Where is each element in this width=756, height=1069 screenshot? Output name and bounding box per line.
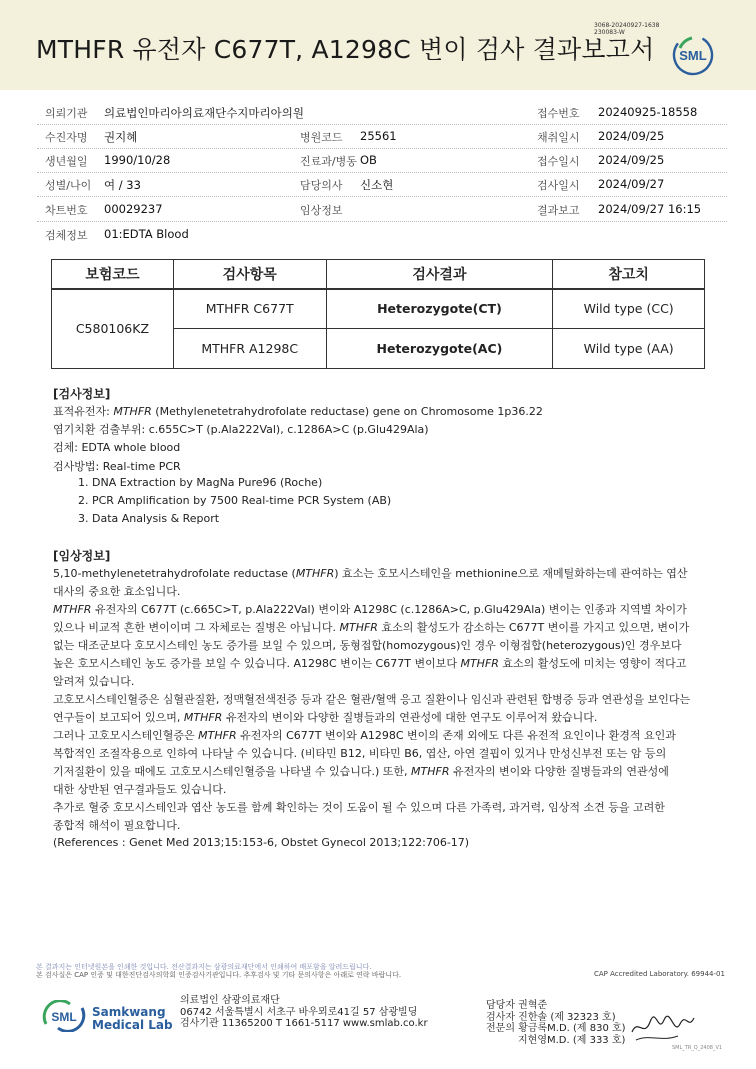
method-step: 2. PCR Amplification by 7500 Real-time PCR System (AB) [78, 494, 392, 507]
page-title: MTHFR 유전자 C677T, A1298C 변이 검사 결과보고서 [36, 35, 655, 64]
institution-value: 의료법인마리아의료재단수지마리아의원 [104, 106, 304, 120]
receipt-no-value: 20240925-18558 [598, 105, 698, 119]
clinical-line: 알려져 있습니다. [53, 675, 135, 688]
info-row-4 [37, 172, 727, 197]
collect-date-value: 2024/09/25 [598, 129, 665, 143]
document-id [594, 22, 659, 36]
reference-cell: Wild type (CC) [553, 289, 705, 329]
brand-line-1: Samkwang [92, 1005, 166, 1019]
sex-age-value: 여 / 33 [104, 178, 141, 192]
chart-no-label: 차트번호 [45, 204, 88, 217]
sites-line: 염기치환 검출부위: c.655C>T (p.Ala222Val), c.1286A>C (p.Glu429Ala) [53, 423, 429, 436]
info-row-1 [37, 100, 727, 125]
report-date-value: 2024/09/27 16:15 [598, 202, 702, 216]
col-test-result: 검사결과 [326, 260, 553, 289]
footer-note-1: 본 결과지는 인터넷원본을 인쇄한 것입니다. 전산결과지는 삼광의료재단에서 인쇄하여 배포함을 알려드립니다. [36, 963, 372, 971]
method-step: 3. Data Analysis & Report [78, 512, 220, 525]
dept-label: 진료과/병동 [300, 155, 357, 168]
receipt-no-label: 접수번호 [537, 107, 580, 120]
table-row [52, 289, 705, 329]
lab-address [180, 995, 428, 1030]
sex-age-label: 성별/나이 [45, 179, 92, 192]
col-test-item: 검사항목 [173, 260, 326, 289]
col-reference: 참고치 [553, 260, 705, 289]
collect-date-label: 채취일시 [537, 131, 580, 144]
receipt-date-label: 접수일시 [537, 155, 580, 168]
insurance-code-cell: C580106KZ [52, 289, 174, 369]
info-row-6 [37, 222, 727, 247]
brand-name [92, 1006, 173, 1032]
addr-line-3: 검사기관 11365200 T 1661-5117 www.smlab.co.kr [180, 1018, 428, 1029]
clinical-line: 그러나 고호모시스테인혈증은 MTHFR 유전자의 C677T 변이와 A1298C 변이의 존재 외에도 다른 유전적 요인이나 환경적 요인과 [53, 729, 676, 742]
receipt-date-value: 2024/09/25 [598, 153, 665, 167]
clinical-line: 없는 대조군보다 호모시스테인 농도 증가를 보일 수 있으며, 동형접합(homozygous)인 경우 이형접합(heterozygous)인 경우보다 [53, 639, 682, 652]
clinical-line: MTHFR 유전자의 C677T (c.665C>T, p.Ala222Val) 변이와 A1298C (c.1286A>C, p.Glu429Ala) 변이는 인종과 지역별 차이가 [53, 603, 687, 616]
clinical-line: 높은 호모시스테인 농도 증가를 보일 수 있습니다. A1298C 변이는 C677T 변이보다 MTHFR 효소의 활성도에 미치는 영향이 적다고 [53, 657, 687, 670]
patient-label: 수진자명 [45, 131, 88, 144]
references-line: (References : Genet Med 2013;15:153-6, Obstet Gynecol 2013;122:706-17) [53, 836, 470, 849]
institution-label: 의뢰기관 [45, 107, 88, 120]
report-date-label: 결과보고 [537, 204, 580, 217]
specimen-line: 검체: EDTA whole blood [53, 441, 181, 454]
clinical-line: 대한 상반된 연구결과들도 있습니다. [53, 783, 227, 796]
method-step: 1. DNA Extraction by MagNa Pure96 (Roche) [78, 476, 323, 489]
clinical-line: 대사의 중요한 효소입니다. [53, 585, 181, 598]
col-insurance-code: 보험코드 [52, 260, 174, 289]
test-info-title: [검사정보] [53, 387, 111, 401]
gene-name: MTHFR [113, 405, 152, 418]
gene-desc: (Methylenetetrahydrofolate reductase) gene on Chromosome 1p36.22 [151, 405, 543, 418]
clinical-line: 있으나 비교적 흔한 변이이며 그 자체로는 질병은 아닙니다. MTHFR 효소의 활성도가 감소하는 C677T 변이를 가지고 있으면, 변이가 [53, 621, 690, 634]
sml-footer-logo-icon [40, 1000, 88, 1032]
sign-specialist-2: 지현영M.D. (제 333 호) [518, 1034, 626, 1046]
sign-specialist-1: 전문의 황금록M.D. (제 830 호) [486, 1023, 626, 1034]
clinical-line: 복합적인 조절작용으로 인하여 나타날 수 있습니다. (비타민 B12, 비타민 B6, 엽산, 아연 결핍이 있거나 만성신부전 또는 암 등의 [53, 747, 667, 760]
dob-value: 1990/10/28 [104, 153, 171, 167]
footer-logo-text: SML [51, 1010, 77, 1024]
doc-id-line2: 230083-W [594, 29, 625, 36]
result-table [51, 259, 705, 369]
test-date-label: 검사일시 [537, 179, 580, 192]
addr-line-1: 의료법인 삼광의료재단 [180, 995, 280, 1006]
hospital-code-value: 25561 [360, 129, 397, 143]
patient-value: 권지혜 [104, 130, 138, 144]
footer-note-2: 본 검사실은 CAP 인증 및 대한진단검사의학회 인증검사기관입니다. 추후검사 및 기타 문의사항은 아래로 연락 바랍니다. [36, 971, 402, 979]
brand-line-2: Medical Lab [92, 1018, 173, 1032]
test-item-cell: MTHFR A1298C [173, 329, 326, 369]
clinical-label: 임상정보 [300, 204, 343, 217]
form-version: SML_TR_Q_2408_V1 [672, 1045, 723, 1051]
clinical-line: 추가로 혈중 호모시스테인과 엽산 농도를 함께 확인하는 것이 도움이 될 수 있으며 다른 가족력, 과거력, 임상적 소견 등을 고려한 [53, 801, 665, 814]
test-item-cell: MTHFR C677T [173, 289, 326, 329]
result-table-header [52, 260, 705, 289]
logo-text: SML [679, 48, 707, 63]
sign-tester: 검사자 진한솔 (제 32323 호) [486, 1011, 616, 1023]
clinical-line: 5,10-methylenetetrahydrofolate reductase (MTHFR) 효소는 호모시스테인을 methionine으로 재메틸화하는데 관여하는 엽산 [53, 567, 688, 580]
addr-line-2: 06742 서울특별시 서초구 바우뫼로41길 57 삼광빌딩 [180, 1006, 418, 1018]
cap-accreditation: CAP Accredited Laboratory. 69944-01 [594, 970, 725, 978]
reference-cell: Wild type (AA) [553, 329, 705, 369]
sml-logo-icon [672, 34, 714, 76]
info-row-2 [37, 124, 727, 149]
test-result-cell: Heterozygote(AC) [326, 329, 553, 369]
doc-id-line1: 3068-20240927-1638 [594, 22, 660, 29]
info-row-3 [37, 148, 727, 173]
doctor-value: 신소현 [360, 178, 394, 192]
test-date-value: 2024/09/27 [598, 177, 665, 191]
specimen-label: 검체정보 [45, 229, 88, 242]
method-line: 검사방법: Real-time PCR [53, 460, 181, 473]
test-result-cell: Heterozygote(CT) [326, 289, 553, 329]
clinical-info-title: [임상정보] [53, 549, 111, 563]
doctor-label: 담당의사 [300, 179, 343, 192]
clinical-line: 연구들이 보고되어 있으며, MTHFR 유전자의 변이와 다양한 질병들과의 연관성에 대한 연구도 이루어져 왔습니다. [53, 711, 598, 724]
signatures [486, 1000, 626, 1046]
dob-label: 생년월일 [45, 155, 88, 168]
gene-prefix: 표적유전자: [53, 405, 114, 418]
clinical-line: 기저질환이 있을 때에도 고호모시스테인혈증을 나타낼 수 있습니다.) 또한, MTHFR 유전자의 변이와 다양한 질병들과의 연관성에 [53, 765, 669, 778]
info-row-5 [37, 197, 727, 222]
clinical-line: 고호모시스테인혈증은 심혈관질환, 정맥혈전색전증 등과 같은 혈관/혈액 응고 질환이나 임신과 관련된 합병증 등과 연관성을 보인다는 [53, 693, 691, 706]
chart-no-value: 00029237 [104, 202, 163, 216]
target-gene-line [53, 403, 543, 419]
hospital-code-label: 병원코드 [300, 131, 343, 144]
dept-value: OB [360, 153, 377, 167]
specimen-value: 01:EDTA Blood [104, 227, 189, 241]
handwritten-signature [628, 1010, 698, 1045]
clinical-line: 종합적 해석이 필요합니다. [53, 819, 181, 832]
sign-manager: 담당자 권혁준 [486, 1000, 548, 1011]
